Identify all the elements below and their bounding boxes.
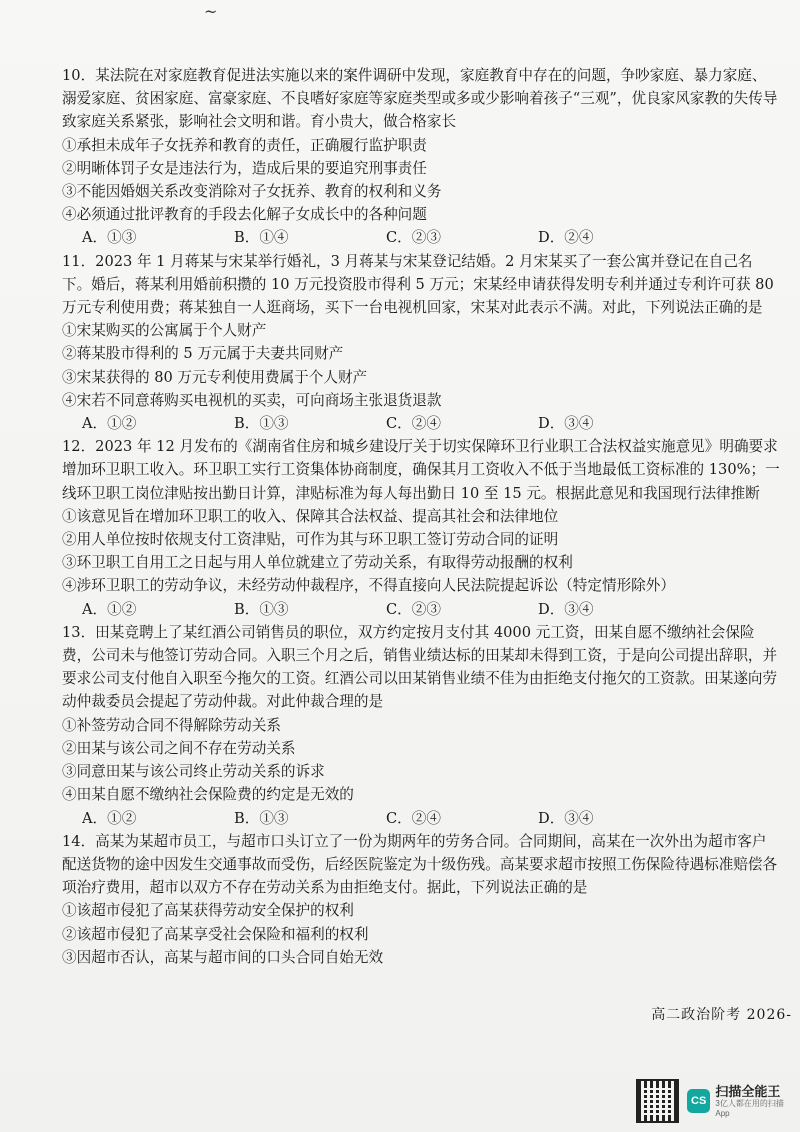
choice-a: A．①② bbox=[82, 809, 137, 827]
question-stem: 11．2023 年 1 月蒋某与宋某举行婚礼，3 月蒋某与宋某登记结婚。2 月宋某买了一套公寓并登记在自己名下。婚后，蒋某利用婚前积攒的 10 万元投资股市得利 5 万元；宋某经申请获得发明专利并通过专利许可获 80 万元专利使用费；蒋某独自一人逛商场，买下一台电视机回家，宋某对此表示不满。对此，下列说法正确的是 bbox=[62, 252, 774, 317]
choice-a: A．①② bbox=[82, 600, 137, 618]
choice-d: D．③④ bbox=[538, 809, 594, 827]
question-list bbox=[62, 64, 780, 969]
statement-option: ②该超市侵犯了高某享受社会保险和福利的权利 bbox=[62, 925, 369, 943]
statement-option: ①该超市侵犯了高某获得劳动安全保护的权利 bbox=[62, 902, 354, 920]
statement-option: ③因超市否认，高某与超市间的口头合同自始无效 bbox=[62, 948, 384, 966]
choice-c: C．②③ bbox=[386, 229, 441, 247]
statement-option: ①宋某购买的公寓属于个人财产 bbox=[62, 322, 267, 340]
statement-option: ④宋若不同意蒋购买电视机的买卖，可向商场主张退货退款 bbox=[62, 391, 442, 409]
choice-a: A．①② bbox=[82, 415, 137, 433]
brand-tagline: 3亿人都在用的扫描App bbox=[715, 1098, 784, 1118]
choice-b: B．①③ bbox=[234, 415, 289, 433]
statement-option: ①该意见旨在增加环卫职工的收入、保障其合法权益、提高其社会和法律地位 bbox=[62, 507, 559, 525]
top-mark: ~ bbox=[204, 2, 218, 21]
answer-choices bbox=[82, 412, 780, 435]
choice-b: B．①③ bbox=[234, 600, 289, 618]
choice-d: D．③④ bbox=[538, 415, 594, 433]
choice-b: B．①③ bbox=[234, 809, 289, 827]
statement-option: ①承担未成年子女抚养和教育的责任，正确履行监护职责 bbox=[62, 136, 427, 154]
statement-option: ③不能因婚姻关系改变消除对子女抚养、教育的权利和义务 bbox=[62, 183, 442, 201]
question-stem: 14．高某为某超市员工，与超市口头订立了一份为期两年的劳务合同。合同期间，高某在一次外出为超市客户配送货物的途中因发生交通事故而受伤，后经医院鉴定为十级伤残。高某要求超市按照工伤保险待遇标准赔偿各项治疗费用，超市以双方不存在劳动关系为由拒绝支付。据此，下列说法正确的是 bbox=[62, 832, 778, 897]
cs-logo-icon: CS bbox=[687, 1089, 710, 1113]
choice-b: B．①④ bbox=[234, 229, 289, 247]
statement-option: ④涉环卫职工的劳动争议，未经劳动仲裁程序，不得直接向人民法院提起诉讼（特定情形除外） bbox=[62, 577, 675, 595]
statement-option: ①补签劳动合同不得解除劳动关系 bbox=[62, 716, 281, 734]
statement-option: ④必须通过批评教育的手段去化解子女成长中的各种问题 bbox=[62, 206, 427, 224]
brand-name: 扫描全能王 bbox=[715, 1083, 781, 1099]
choice-c: C．②④ bbox=[386, 809, 441, 827]
choice-c: C．②③ bbox=[386, 600, 441, 618]
question-stem: 10．某法院在对家庭教育促进法实施以来的案件调研中发现，家庭教育中存在的问题，争吵家庭、暴力家庭、溺爱家庭、贫困家庭、富豪家庭、不良嗜好家庭等家庭类型或多或少影响着孩子“三观”，优良家风家教的失传导致家庭关系紧张，影响社会文明和谐。育小贵大，做合格家长 bbox=[62, 67, 778, 131]
statement-option: ③宋某获得的 80 万元专利使用费属于个人财产 bbox=[62, 368, 368, 386]
answer-choices bbox=[82, 598, 780, 621]
statement-option: ②明晰体罚子女是违法行为，造成后果的要追究刑事责任 bbox=[62, 159, 427, 177]
choice-c: C．②④ bbox=[386, 415, 441, 433]
statement-option: ②蒋某股市得利的 5 万元属于夫妻共同财产 bbox=[62, 345, 344, 363]
question-10 bbox=[62, 64, 780, 250]
question-13 bbox=[62, 621, 780, 830]
question-stem: 12．2023 年 12 月发布的《湖南省住房和城乡建设厅关于切实保障环卫行业职工合法权益实施意见》明确要求增加环卫职工收入。环卫职工实行工资集体协商制度，确保其月工资收入不低于当地最低工资标准的 130%；一线环卫职工岗位津贴按出勤日计算，津贴标准为每人每出勤日 10 至 15 元。根据此意见和我国现行法律推断 bbox=[62, 438, 780, 502]
statement-option: ④田某自愿不缴纳社会保险费的约定是无效的 bbox=[62, 786, 354, 804]
brand-text bbox=[715, 1084, 796, 1119]
statement-option: ③环卫职工自用工之日起与用人单位就建立了劳动关系，有取得劳动报酬的权利 bbox=[62, 554, 573, 572]
answer-choices bbox=[82, 226, 780, 249]
question-14 bbox=[62, 830, 780, 969]
question-stem: 13．田某竞聘上了某红酒公司销售员的职位，双方约定按月支付其 4000 元工资，田某自愿不缴纳社会保险费，公司未与他签订劳动合同。入职三个月之后，销售业绩达标的田某却未得到工资，于是向公司提出辞职，并要求公司支付他自入职至今拖欠的工资。红酒公司以田某销售业绩不佳为由拒绝支付拖欠的工资款。田某遂向劳动仲裁委员会提起了劳动仲裁。对此仲裁合理的是 bbox=[62, 623, 778, 711]
statement-option: ②用人单位按时依规支付工资津贴，可作为其与环卫职工签订劳动合同的证明 bbox=[62, 531, 559, 549]
answer-choices bbox=[82, 807, 780, 830]
statement-option: ③同意田某与该公司终止劳动关系的诉求 bbox=[62, 763, 325, 781]
choice-a: A．①③ bbox=[82, 229, 137, 247]
statement-option: ②田某与该公司之间不存在劳动关系 bbox=[62, 739, 296, 757]
qr-code-icon bbox=[636, 1079, 679, 1123]
choice-d: D．②④ bbox=[538, 229, 594, 247]
scanner-watermark bbox=[636, 1076, 796, 1126]
choice-d: D．③④ bbox=[538, 600, 594, 618]
question-12 bbox=[62, 435, 780, 621]
page-footer: 高二政治阶考 2026- bbox=[651, 1007, 792, 1023]
question-11 bbox=[62, 250, 780, 436]
